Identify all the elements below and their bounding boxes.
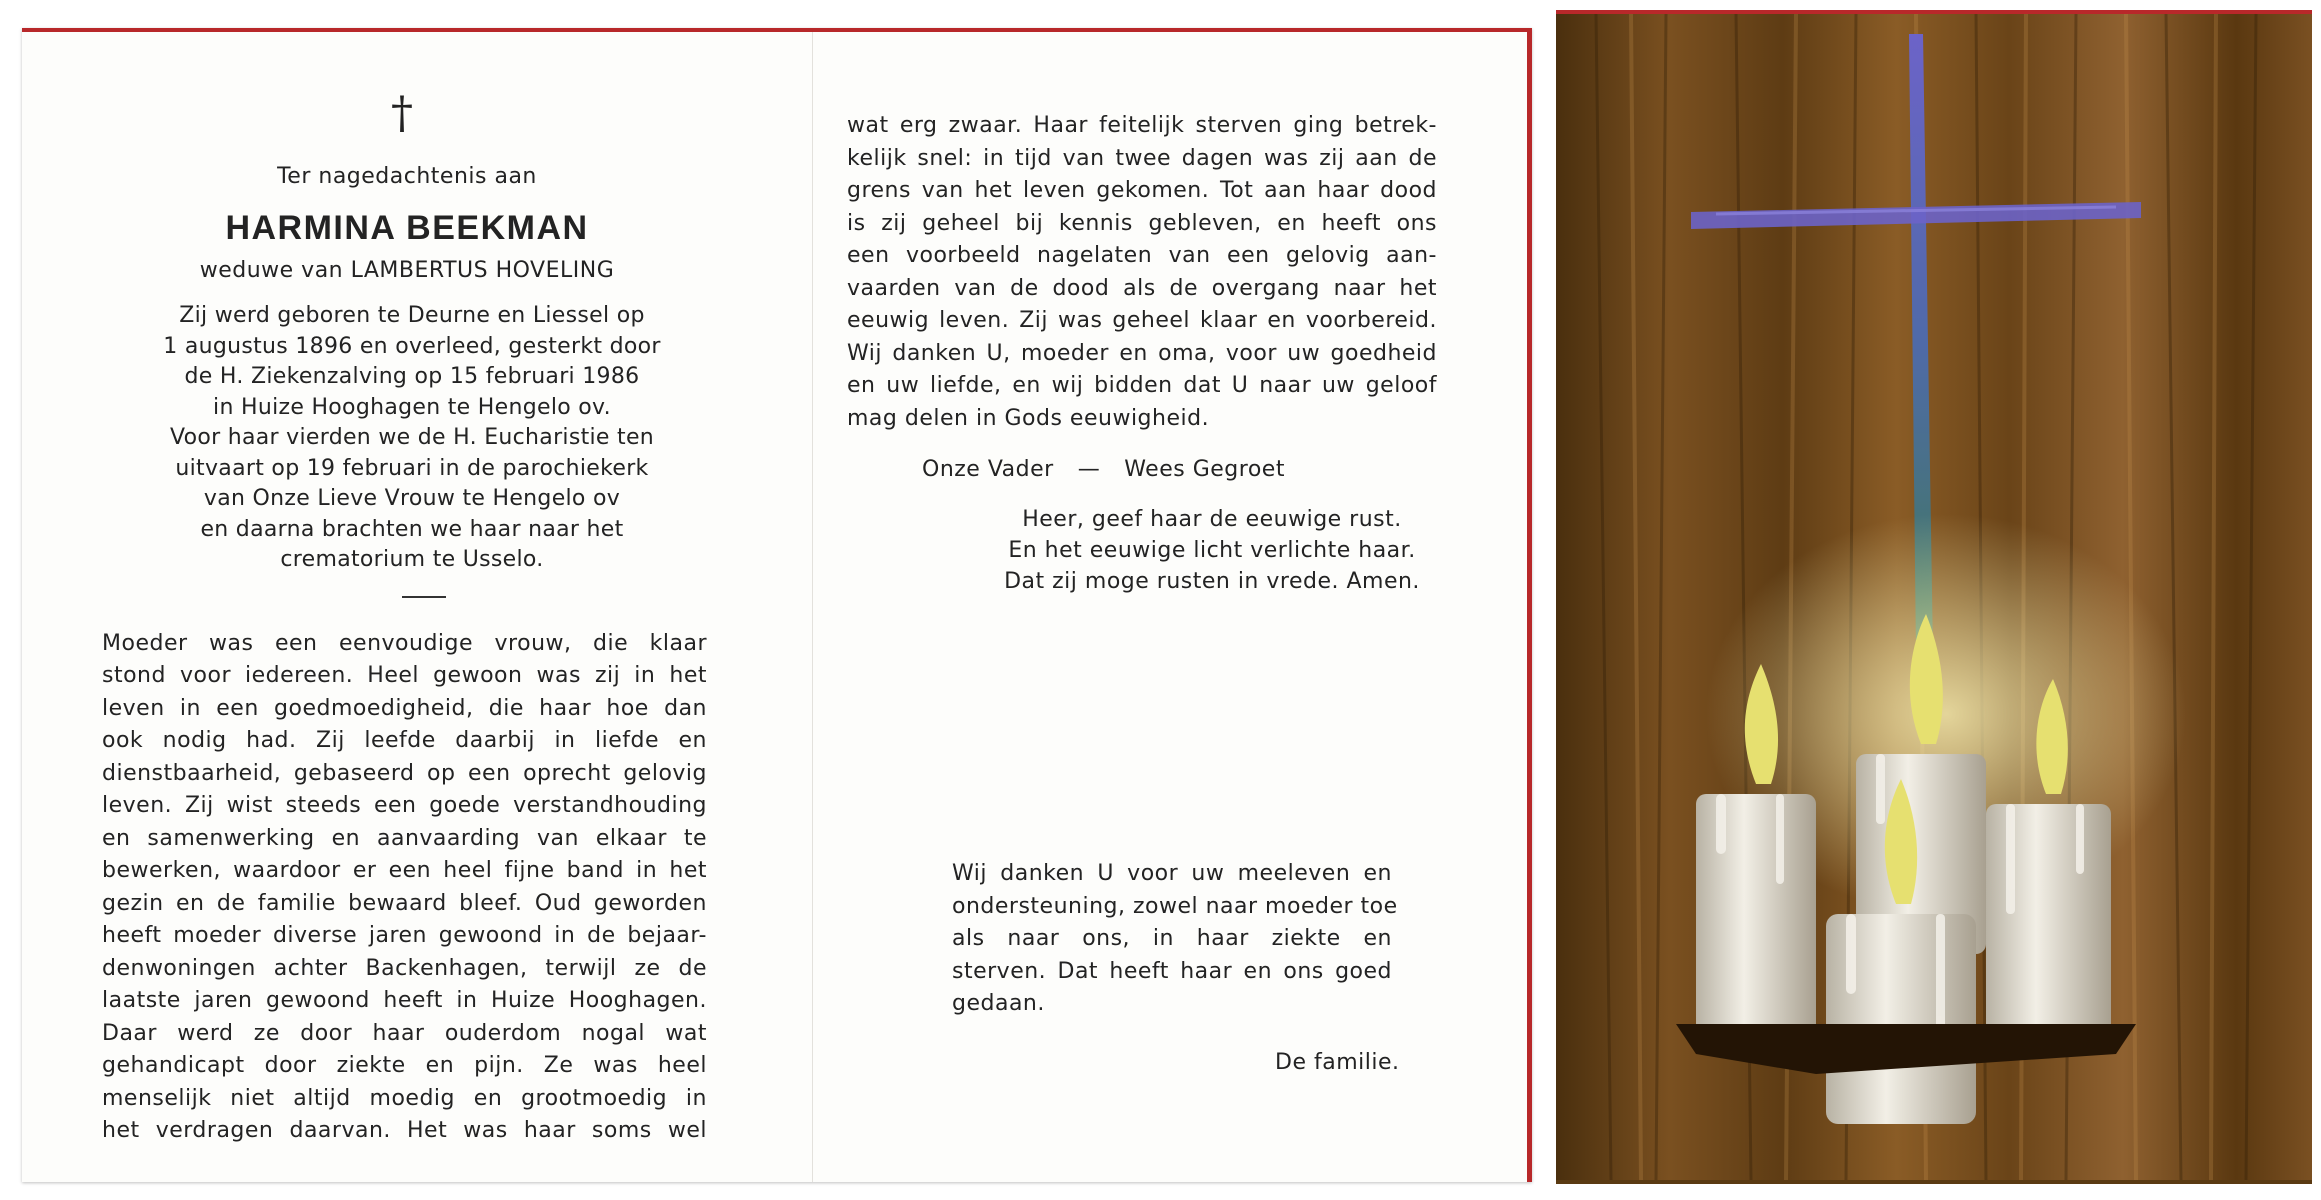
- biography-line: wat erg zwaar. Haar feitelijk sterven ging betrek-: [847, 113, 1437, 138]
- biography-line: eeuwig leven. Zij was geheel klaar en voorbereid.: [847, 308, 1437, 333]
- spouse-line: weduwe van LAMBERTUS HOVELING: [199, 258, 615, 283]
- thanks-line: als naar ons, in haar ziekte en: [952, 926, 1392, 951]
- biography-line: Daar werd ze door haar ouderdom nogal wat: [102, 1020, 707, 1046]
- announcement-line: Zij werd geboren te Deurne en Liessel op: [179, 303, 645, 328]
- biography-line: leven in een goedmoedigheid, die haar hoe dan: [102, 695, 707, 721]
- prayer-our-father: Onze Vader: [922, 457, 1054, 482]
- biography-line: grens van het leven gekomen. Tot aan haar dood: [847, 178, 1437, 203]
- biography-line: het verdragen daarvan. Het was haar soms wel: [102, 1118, 707, 1143]
- biography-line: laatste jaren gewoond heeft in Huize Hooghagen.: [102, 988, 707, 1013]
- announcement-line: in Huize Hooghagen te Hengelo ov.: [213, 394, 611, 420]
- biography-line: Wij danken U, moeder en oma, voor uw goedheid: [847, 340, 1437, 366]
- biography-line: mag delen in Gods eeuwigheid.: [847, 405, 1210, 431]
- cross-with-candles-painting: [1556, 10, 2312, 1184]
- prayer-line: Dat zij moge rusten in vrede. Amen.: [1004, 569, 1420, 594]
- biography-right: [847, 110, 1457, 435]
- biography-line: leven. Zij wist steeds een goede verstandhouding: [102, 793, 707, 818]
- biography-line: is zij geheel bij kennis gebleven, en heeft ons: [847, 210, 1437, 236]
- biography-left: [102, 628, 712, 1148]
- biography-line: gehandicapt door ziekte en pijn. Ze was heel: [102, 1053, 707, 1078]
- announcement: [102, 301, 712, 576]
- biography-line: dienstbaarheid, gebaseerd op een oprecht gelovig: [102, 760, 707, 786]
- biography-line: bewerken, waardoor er een heel fijne band in het: [102, 858, 707, 883]
- separator-rule: [402, 596, 446, 598]
- right-page: [847, 110, 1457, 1075]
- prayer-line: En het eeuwige licht verlichte haar.: [1008, 538, 1416, 563]
- announcement-line: Voor haar vierden we de H. Eucharistie ten: [169, 425, 655, 450]
- prayer-hail-mary: Wees Gegroet: [1124, 457, 1285, 482]
- left-page: [102, 88, 712, 1148]
- biography-line: ook nodig had. Zij leefde daarbij in liefde en: [102, 728, 707, 753]
- cross-icon: †: [391, 88, 413, 139]
- biography-line: vaarden van de dood als de overgang naar het: [847, 275, 1437, 301]
- announcement-line: 1 augustus 1896 en overleed, gesterkt door: [163, 333, 661, 359]
- candle: [1986, 804, 2111, 1044]
- biography-line: gezin en de familie bewaard bleef. Oud geworden: [102, 890, 707, 916]
- thanks-paragraph: [952, 858, 1398, 1021]
- biography-line: stond voor iedereen. Heel gewoon was zij in het: [102, 663, 707, 688]
- thanks-line: sterven. Dat heeft haar en ons goed: [952, 958, 1392, 984]
- memorial-card: [22, 28, 1532, 1182]
- biography-line: Moeder was een eenvoudige vrouw, die klaar: [102, 630, 707, 656]
- announcement-line: de H. Ziekenzalving op 15 februari 1986: [184, 364, 640, 389]
- prayer-dash: —: [1077, 457, 1101, 482]
- painting-canvas: [1556, 14, 2312, 1180]
- deceased-name: HARMINA BEEKMAN: [225, 209, 589, 247]
- announcement-line: en daarna brachten we haar naar het: [200, 516, 624, 542]
- announcement-line: uitvaart op 19 februari in de parochiekerk: [175, 455, 649, 481]
- biography-line: menselijk niet altijd moedig en grootmoedig in: [102, 1085, 707, 1111]
- biography-line: denwoningen achter Backenhagen, terwijl ze de: [102, 955, 707, 981]
- thanks-line: ondersteuning, zowel naar moeder toe: [952, 893, 1398, 919]
- biography-line: een voorbeeld nagelaten van een gelovig aan-: [847, 243, 1437, 268]
- candle: [1696, 794, 1816, 1034]
- biography-line: en samenwerking en aanvaarding van elkaar te: [102, 825, 707, 851]
- biography-line: kelijk snel: in tijd van twee dagen was zij aan de: [847, 145, 1437, 171]
- card-fold: [812, 32, 813, 1182]
- announcement-line: van Onze Lieve Vrouw te Hengelo ov: [203, 486, 621, 511]
- prayer-text: [847, 504, 1507, 597]
- thanks-line: gedaan.: [952, 991, 1045, 1016]
- thanks-line: Wij danken U voor uw meeleven en: [952, 861, 1392, 886]
- announcement-line: crematorium te Usselo.: [280, 547, 544, 572]
- prayers-line: [922, 457, 1457, 482]
- biography-line: heeft moeder diverse jaren gewoond in de bejaar-: [102, 923, 707, 948]
- signature: De familie.: [1275, 1050, 1400, 1075]
- biography-line: en uw liefde, en wij bidden dat U naar uw geloof: [847, 373, 1437, 398]
- prayer-line: Heer, geef haar de eeuwige rust.: [1022, 507, 1402, 532]
- in-memory-heading: Ter nagedachtenis aan: [277, 164, 537, 189]
